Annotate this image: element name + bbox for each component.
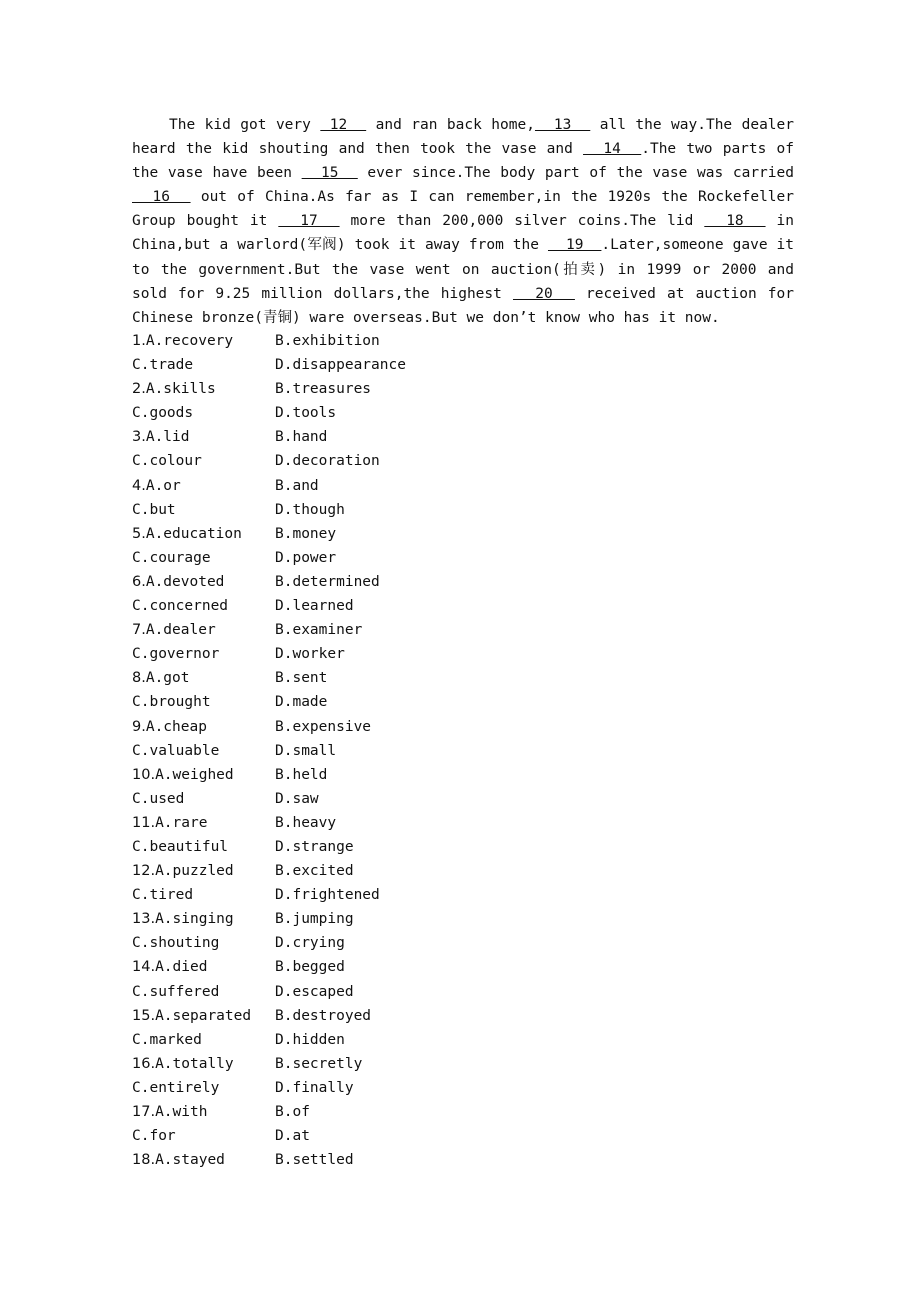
option-a: A.stayed (155, 1152, 225, 1169)
option-d: D.strange (275, 838, 354, 855)
option-a: A.devoted (145, 573, 225, 590)
question-number: 10. (132, 766, 156, 783)
option-a: A.totally (155, 1055, 234, 1072)
question-number: 14. (132, 959, 156, 976)
question-number-and-option-a (132, 1100, 207, 1124)
option-c: C.suffered (132, 983, 220, 1000)
question-number: 7. (132, 622, 146, 639)
question-number-and-option-a (132, 811, 207, 835)
option-b: B.destroyed (275, 1007, 372, 1024)
question-number: 2. (132, 381, 146, 398)
passage-segment: more than 200,000 silver coins.The lid (339, 213, 705, 230)
question-number-and-option-a (132, 618, 216, 642)
option-c: C.concerned (132, 598, 229, 615)
question-number: 4. (132, 477, 146, 494)
question-number: 3. (132, 429, 146, 446)
question-number: 1. (132, 333, 146, 349)
answer-blank: 18 (704, 213, 766, 230)
question-number: 15. (132, 1007, 156, 1024)
question-number: 16. (132, 1055, 156, 1072)
question-number-and-option-a (132, 1004, 251, 1028)
option-a: A.dealer (145, 622, 216, 639)
option-d: D.escaped (275, 983, 354, 1000)
option-b: B.money (275, 525, 337, 542)
option-d: D.at (275, 1128, 310, 1145)
answer-blank: 15 (301, 165, 358, 182)
passage-segment: .Later,someone gave it to the government.But the vase went on auction(拍卖) in 1999 or 2000 and sold for 9.25 million dollars,the highest (132, 237, 794, 302)
question-number: 13. (132, 911, 156, 928)
option-d: D.crying (275, 935, 345, 952)
option-c: C.beautiful (132, 838, 229, 855)
passage-segment: .The two parts of the vase have been (132, 141, 794, 182)
option-c: C.valuable (132, 742, 220, 759)
question-number-and-option-a (132, 859, 234, 883)
question-number-and-option-a (132, 1148, 225, 1172)
question-number-and-option-a (132, 377, 216, 401)
question-number-and-option-a (132, 955, 207, 979)
option-a: A.or (145, 477, 181, 494)
passage-segment: and ran back home, (366, 117, 535, 133)
option-c: C.brought (132, 694, 211, 711)
question-number-and-option-a (132, 907, 234, 931)
passage-segment: The kid got very (169, 117, 321, 133)
option-d: D.power (275, 549, 337, 566)
question-number: 17. (132, 1104, 156, 1120)
option-b: B.settled (275, 1152, 354, 1169)
option-d: D.worker (275, 646, 345, 663)
option-b: B.and (275, 477, 319, 494)
answer-blank: 19 (547, 237, 602, 254)
option-c: C.courage (132, 549, 211, 566)
option-d: D.made (275, 694, 328, 711)
option-d: D.though (275, 501, 345, 518)
option-c: C.colour (132, 453, 202, 470)
option-a: A.rare (155, 814, 208, 831)
answer-blank: 16 (132, 189, 191, 206)
option-a: A.with (155, 1104, 208, 1120)
passage-segment: all the way.The dealer heard the kid shouting and then took the vase and (132, 117, 794, 158)
option-b: B.excited (275, 863, 354, 880)
answer-blank: 13 (534, 117, 591, 133)
question-number-and-option-a (132, 763, 234, 787)
question-number: 12. (132, 863, 156, 880)
question-number: 11. (132, 814, 156, 831)
option-d: D.tools (275, 405, 337, 422)
option-c: C.trade (132, 357, 194, 374)
option-b: B.examiner (275, 622, 363, 639)
option-a: A.education (145, 525, 242, 542)
question-number-and-option-a (132, 522, 242, 546)
question-number-and-option-a (132, 329, 233, 353)
question-number-and-option-a (132, 666, 190, 690)
passage-segment: received at auction for Chinese bronze(青铜) ware overseas.But we don’t know who has it now. (132, 285, 794, 326)
passage-text (132, 113, 794, 330)
option-c: C.entirely (132, 1079, 220, 1096)
option-b: B.determined (275, 573, 380, 590)
option-c: C.tired (132, 887, 194, 904)
option-d: D.disappearance (275, 357, 406, 374)
option-a: A.singing (155, 911, 234, 928)
question-number-and-option-a (132, 1052, 234, 1076)
option-c: C.goods (132, 405, 194, 422)
option-d: D.decoration (275, 453, 380, 470)
option-a: A.cheap (145, 718, 207, 735)
option-a: A.weighed (155, 766, 234, 783)
passage-segment: in China,but a warlord(军阀) took it away from the (132, 213, 794, 254)
passage-segment: ever since.The body part of the vase was carried (357, 165, 794, 182)
question-number-and-option-a (132, 570, 224, 594)
option-b: B.of (275, 1104, 310, 1120)
question-number: 6. (132, 573, 146, 590)
question-number: 8. (132, 670, 146, 687)
option-b: B.sent (275, 670, 328, 687)
option-a: A.separated (155, 1007, 252, 1024)
option-d: D.finally (275, 1079, 354, 1096)
option-b: B.jumping (275, 911, 354, 928)
question-number: 18. (132, 1152, 156, 1169)
option-a: A.recovery (145, 333, 234, 349)
passage-segment: out of China.As far as I can remember,in the 1920s the Rockefeller Group bought it (132, 189, 794, 230)
option-a: A.got (145, 670, 190, 687)
question-number-and-option-a (132, 715, 207, 739)
answer-blank: 14 (583, 141, 642, 158)
option-b: B.exhibition (275, 333, 380, 349)
question-number: 9. (132, 718, 146, 735)
option-b: B.treasures (275, 381, 372, 398)
option-c: C.for (132, 1128, 176, 1145)
answer-blank: 20 (512, 285, 575, 302)
option-a: A.lid (145, 429, 190, 446)
option-d: D.hidden (275, 1031, 345, 1048)
option-c: C.marked (132, 1031, 202, 1048)
answer-blank: 12 (320, 117, 367, 133)
option-a: A.died (155, 959, 208, 976)
option-b: B.secretly (275, 1055, 363, 1072)
option-d: D.frightened (275, 887, 380, 904)
question-number-and-option-a (132, 425, 190, 449)
question-number-and-option-a (132, 474, 181, 498)
option-c: C.but (132, 501, 176, 518)
option-d: D.saw (275, 790, 319, 807)
option-c: C.governor (132, 646, 220, 663)
option-b: B.heavy (275, 814, 337, 831)
option-b: B.held (275, 766, 328, 783)
answer-blank: 17 (278, 213, 340, 230)
option-b: B.begged (275, 959, 345, 976)
option-b: B.expensive (275, 718, 372, 735)
option-c: C.used (132, 790, 185, 807)
option-b: B.hand (275, 429, 328, 446)
option-d: D.small (275, 742, 337, 759)
question-number: 5. (132, 525, 146, 542)
cloze-passage (132, 113, 794, 330)
option-d: D.learned (275, 598, 354, 615)
option-a: A.skills (145, 381, 216, 398)
option-a: A.puzzled (155, 863, 234, 880)
option-c: C.shouting (132, 935, 220, 952)
